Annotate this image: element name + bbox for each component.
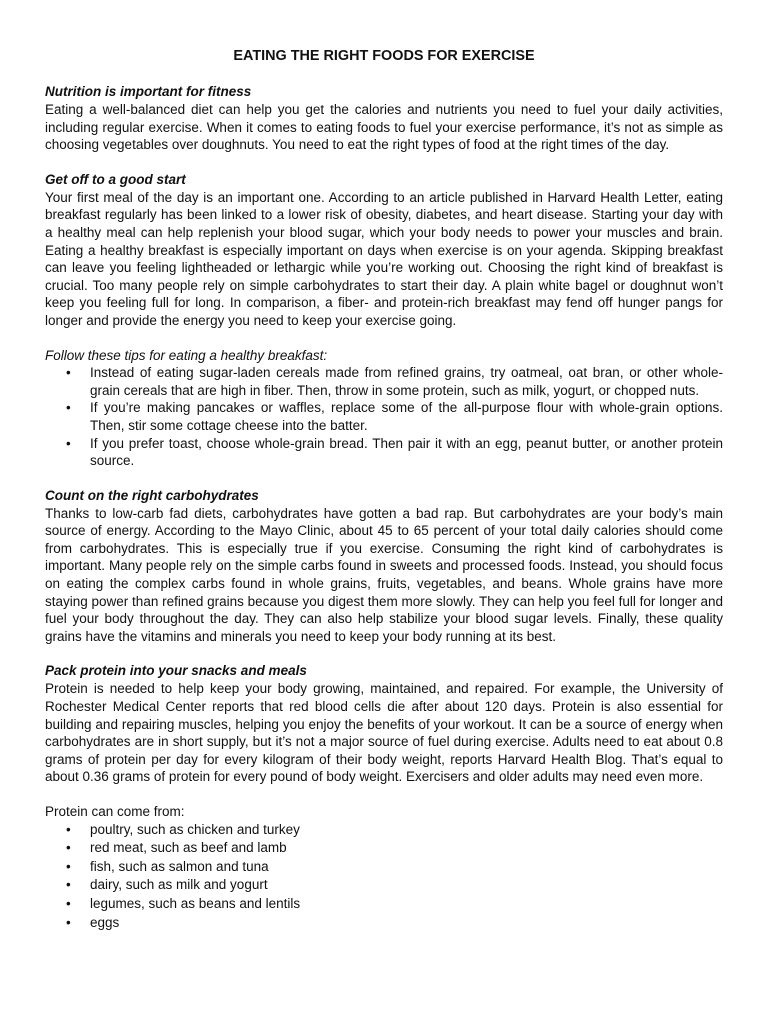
protein-sources-intro: Protein can come from: [45, 804, 185, 819]
paragraph-good-start: Your first meal of the day is an important one. According to an article published in Harvard Health Letter, eating breakfast regularly has been linked to a lower risk of obesity, diabetes, and heart disease. Starting your day with a healthy meal can help replenish your blood sugar, which your body needs to power your muscles and brain. Eating a healthy breakfast is especially important on days when exercise is on your agenda. Skipping breakfast can leave you feeling lightheaded or lethargic while you’re working out. Choosing the right kind of breakfast is crucial. Too many people rely on simple carbohydrates to start their day. A plain white bagel or doughnut won’t keep you feeling full for long. In comparison, a fiber- and protein-rich breakfast may fend off hunger pangs for longer and provide the energy you need to keep your exercise going. [45, 189, 723, 328]
paragraph-carbs: Thanks to low-carb fad diets, carbohydrates have gotten a bad rap. But carbohydrates are your body’s main source of energy. According to the Mayo Clinic, about 45 to 65 percent of your total daily calories should come from carbohydrates. This is especially true if you exercise. Consuming the right kind of carbohydrates is important. Many people rely on the simple carbs found in sweets and processed foods. Instead, you should focus on eating the complex carbs found in whole grains, fruits, vegetables, and beans. Whole grains have more staying power than refined grains because you digest them more slowly. They can help you feel full for longer and fuel your body throughout the day. They can also help stabilize your blood sugar levels. Finally, these quality grains have the vitamins and minerals you need to keep your body running at its best. [45, 505, 723, 644]
heading-good-start: Get off to a good start [45, 171, 186, 187]
list-item: • poultry, such as chicken and turkey [90, 821, 723, 840]
paragraph-nutrition: Eating a well-balanced diet can help you get the calories and nutrients you need to fuel your daily activities, including regular exercise. When it comes to eating foods to fuel your exercise performance, it’s not as simple as choosing vegetables over doughnuts. You need to eat the right types of food at the right times of the day. [45, 102, 723, 153]
page-title: EATING THE RIGHT FOODS FOR EXERCISE [233, 48, 535, 64]
spacer [45, 330, 723, 347]
breakfast-tips-list [45, 364, 723, 470]
heading-nutrition: Nutrition is important for fitness [45, 84, 252, 99]
list-item: • legumes, such as beans and lentils [90, 895, 723, 914]
spacer [45, 645, 723, 662]
list-item: • If you’re making pancakes or waffles, replace some of the all-purpose flour with whole-grain options. Then, stir some cottage cheese into the batter. [90, 399, 723, 434]
list-item: • eggs [90, 914, 723, 933]
list-item: • Instead of eating sugar-laden cereals made from refined grains, try oatmeal, oat bran, or other whole-grain cereals that are high in fiber. Then, throw in some protein, such as milk, yogurt, or chopped nuts. [90, 364, 723, 399]
spacer [45, 470, 723, 487]
heading-protein: Pack protein into your snacks and meals [45, 663, 307, 679]
list-item: • red meat, such as beef and lamb [90, 839, 723, 858]
spacer [45, 786, 723, 803]
protein-sources-list [45, 821, 723, 933]
list-item: • dairy, such as milk and yogurt [90, 876, 723, 895]
list-item: • fish, such as salmon and tuna [90, 858, 723, 877]
spacer [45, 154, 723, 171]
heading-carbs: Count on the right carbohydrates [45, 487, 259, 503]
list-item: • If you prefer toast, choose whole-grain bread. Then pair it with an egg, peanut butter, or another protein source. [90, 435, 723, 470]
paragraph-protein: Protein is needed to help keep your body growing, maintained, and repaired. For example, the University of Rochester Medical Center reports that red blood cells die after about 120 days. Protein is also essential for building and repairing muscles, helping you enjoy the benefits of your workout. It can be a source of energy when carbohydrates are in short supply, but it’s not a major source of fuel during exercise. Adults need to eat about 0.8 grams of protein per day for every kilogram of their body weight, reports Harvard Health Blog. That’s equal to about 0.36 grams of protein for every pound of body weight. Exercisers and older adults may need even more. [45, 681, 723, 785]
tips-intro: Follow these tips for eating a healthy breakfast: [45, 347, 328, 363]
